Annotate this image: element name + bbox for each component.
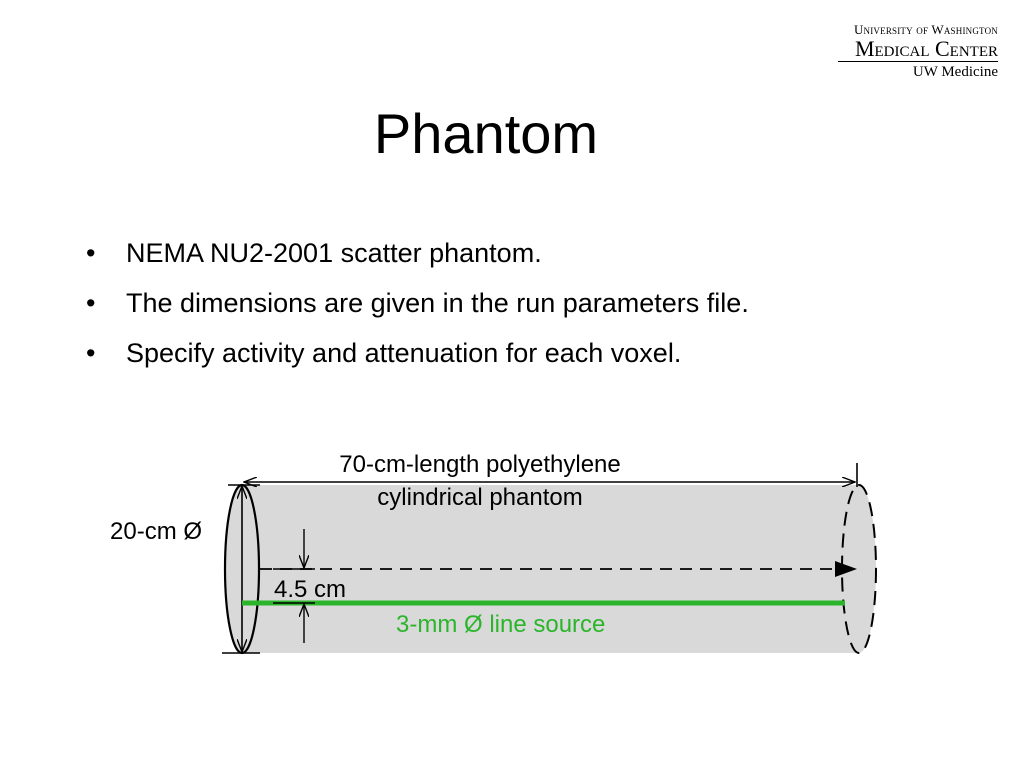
bullet-item	[86, 278, 749, 328]
bullet-item	[86, 328, 749, 378]
logo-line-uw-medicine: UW Medicine	[912, 64, 998, 80]
bullet-dot-icon: •	[86, 288, 96, 318]
length-label-line1: 70-cm-length polyethylene	[339, 451, 621, 478]
bullet-text: Specify activity and attenuation for each voxel.	[126, 338, 682, 368]
logo-line-university: University of Washington	[853, 22, 998, 37]
source-label: 3-mm Ø line source	[396, 611, 606, 638]
bullet-list	[86, 228, 749, 378]
bullet-dot-icon: •	[86, 238, 96, 268]
logo-line-medical-center: Medical Center	[838, 38, 998, 62]
offset-label: 4.5 cm	[274, 576, 347, 603]
bullet-text: The dimensions are given in the run parameters file.	[126, 288, 749, 318]
slide-title: Phantom	[373, 102, 599, 165]
uw-medicine-logo	[838, 22, 998, 81]
diameter-label: 20-cm Ø	[110, 518, 203, 545]
bullet-item	[86, 228, 749, 278]
phantom-diagram	[100, 445, 890, 670]
length-label-line2: cylindrical phantom	[377, 484, 583, 511]
bullet-dot-icon: •	[86, 338, 96, 368]
bullet-text: NEMA NU2-2001 scatter phantom.	[126, 238, 542, 268]
